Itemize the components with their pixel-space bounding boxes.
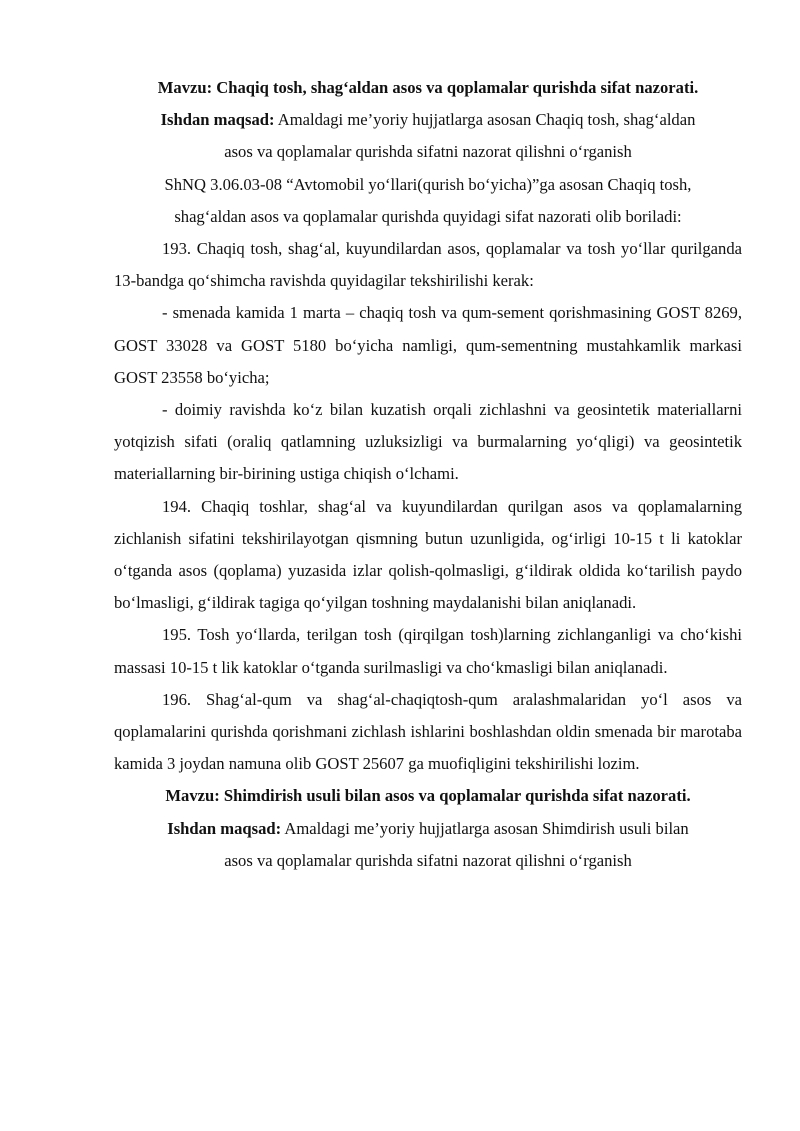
section2-goal-text-1: Amaldagi me’yoriy hujjatlarga asosan Shimdirish usuli bilan (281, 818, 689, 838)
section1-intro-1: ShNQ 3.06.03-08 “Avtomobil yo‘llari(qurish bo‘yicha)”ga asosan Chaqiq tosh, (164, 174, 692, 194)
paragraph-194: 194. Chaqiq toshlar, shag‘al va kuyundilardan qurilgan asos va qoplamalarning zichlanish sifatini tekshirilayotgan qismning butun uzunligida, og‘irligi 10-15 t li katoklar o‘tganda asos (qoplama) yuzasida izlar qolish-qolmasligi, g‘ildirak oldida ko‘tarilish paydo bo‘lmasligi, g‘ildirak tagiga qo‘yilgan toshning maydalanishi bilan aniqlanadi. (114, 496, 742, 613)
paragraph-193: 193. Chaqiq tosh, shag‘al, kuyundilardan asos, qoplamalar va tosh yo‘llar qurilganda 13-bandga qo‘shimcha ravishda quyidagilar tekshirilishi kerak: (114, 239, 742, 291)
paragraph-bullet-1: - smenada kamida 1 marta – chaqiq tosh va qum-sement qorishmasining GOST 8269, GOST 33028 va GOST 5180 bo‘yicha namligi, qum-sementning mustahkamlik markasi GOST 23558 bo‘yicha; (114, 303, 742, 387)
section1-goal-text-2: asos va qoplamalar qurishda sifatni nazorat qilishni o‘rganish (224, 142, 632, 162)
section2-goal (114, 813, 742, 845)
section2-goal-text-2: asos va qoplamalar qurishda sifatni nazorat qilishni o‘rganish (224, 850, 632, 870)
section2-title: Mavzu: Shimdirish usuli bilan asos va qoplamalar qurishda sifat nazorati. (165, 786, 691, 806)
section1-goal-label: Ishdan maqsad: (160, 110, 275, 130)
section1-goal (114, 104, 742, 136)
section2-goal-label: Ishdan maqsad: (167, 818, 282, 838)
paragraph-195: 195. Tosh yo‘llarda, terilgan tosh (qirqilgan tosh)larning zichlanganligi va cho‘kishi massasi 10-15 t lik katoklar o‘tganda surilmasligi va cho‘kmasligi bilan aniqlanadi. (114, 625, 742, 677)
section1-title: Mavzu: Chaqiq tosh, shag‘aldan asos va qoplamalar qurishda sifat nazorati. (157, 78, 699, 97)
section1-intro-2: shag‘aldan asos va qoplamalar qurishda quyidagi sifat nazorati olib boriladi: (174, 206, 682, 226)
paragraph-196: 196. Shag‘al-qum va shag‘al-chaqiqtosh-qum aralashmalaridan yo‘l asos va qoplamalarini qurishda qorishmani zichlash ishlarini boshlashdan oldin smenada bir marotaba kamida 3 joydan namuna olib GOST 25607 ga muofiqligini tekshirilishi lozim. (114, 689, 742, 774)
section1-goal-text-1: Amaldagi me’yoriy hujjatlarga asosan Chaqiq tosh, shag‘aldan (274, 110, 696, 130)
paragraph-bullet-2: - doimiy ravishda ko‘z bilan kuzatish orqali zichlashni va geosintetik materiallarni yotqizish sifati (oraliq qatlamning uzluksizligi va burmalarning yo‘qligi) va geosintetik materiallarning bir-birining ustiga chiqish o‘lchami. (114, 400, 742, 484)
